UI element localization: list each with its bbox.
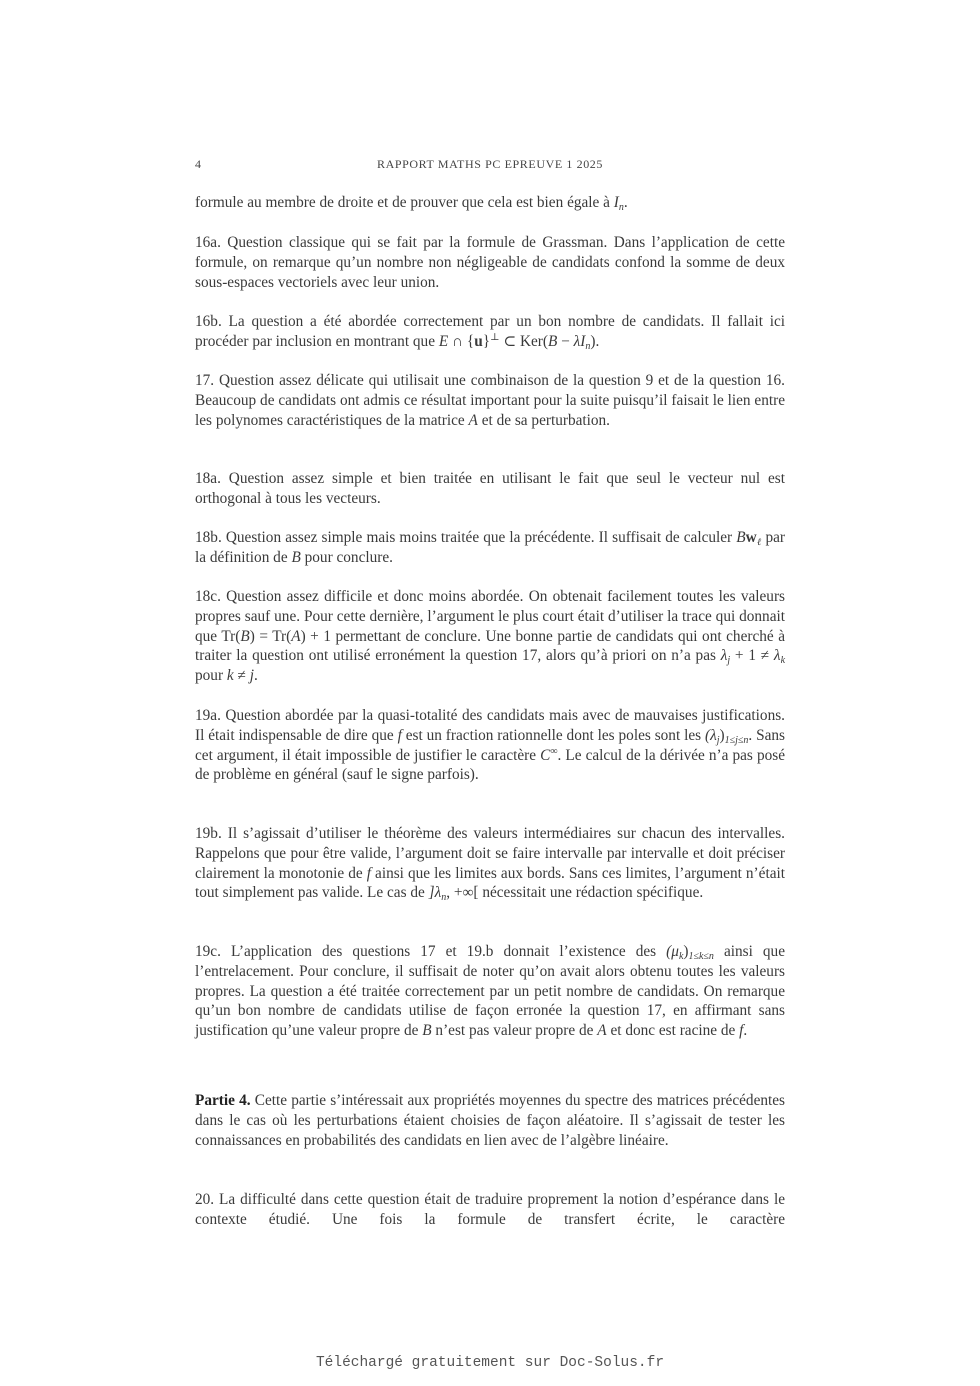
math-subscript: k: [780, 655, 786, 667]
paragraph-16b: [195, 312, 785, 352]
math: B: [548, 332, 558, 350]
text: .: [743, 1022, 748, 1039]
footer-watermark: Téléchargé gratuitement sur Doc-Solus.fr: [315, 1355, 665, 1371]
text: .: [253, 667, 258, 684]
math: λ: [720, 647, 728, 665]
math: ): [719, 726, 725, 744]
text: est un fraction rationnelle dont les poles sont les: [401, 726, 705, 744]
math: C: [540, 746, 551, 764]
section-partie-4: [195, 1091, 785, 1150]
text: 16b. La question a été abordée correctement par un bon nombre de candidats. Il fallait ici procéder par inclusion en montrant que: [195, 313, 785, 350]
text: 19a. Question abordée par la quasi-totalité des candidats mais avec de mauvaises justifications. Il était indispensable de dire que: [195, 707, 785, 744]
page-number: 4: [195, 157, 202, 171]
text: 17. Question assez délicate qui utilisait une combinaison de la question 9 et de la question 16. Beaucoup de candidats ont admis ce résultat important pour la suite puisqu’il faisait le lien entre les polynomes caractéristiques de la matrice: [195, 372, 785, 429]
math-subscript: j: [727, 655, 731, 667]
math: ) = Tr(: [249, 627, 292, 645]
running-header: [195, 157, 785, 175]
math: (μ: [666, 943, 679, 960]
text: nécessitait une rédaction spécifique.: [478, 884, 704, 902]
running-title: RAPPORT MATHS PC EPREUVE 1 2025: [376, 157, 604, 171]
text: pour conclure.: [300, 548, 393, 566]
text: et de sa perturbation.: [477, 411, 611, 429]
math: B: [291, 548, 301, 566]
math: k: [226, 667, 234, 684]
math: (λ: [704, 726, 717, 744]
paragraph-19c: [195, 942, 785, 1041]
text: 19c. L’application des questions 17 et 19.b donnait l’existence des: [195, 943, 667, 960]
math-subscript: 1≤k≤n: [688, 951, 714, 962]
math: A: [468, 411, 478, 429]
math: }: [482, 332, 491, 350]
math: −: [557, 332, 574, 350]
math-subscript: j: [716, 734, 720, 746]
math: B: [422, 1022, 432, 1039]
text: et donc est racine de: [606, 1022, 740, 1039]
math: B: [240, 627, 250, 645]
math: E: [438, 332, 449, 350]
math-bold-vector: u: [474, 332, 483, 350]
math: j: [249, 667, 254, 684]
math-subscript: 1≤j≤n: [724, 734, 749, 746]
text: 18b. Question assez simple mais moins traitée que la précédente. Il suffisait de calculer: [195, 529, 737, 546]
math-subscript: n: [585, 340, 591, 352]
text: permettant de conclure. Une bonne partie de candidats qui ont cherché à traiter la question ont utilisé erronément la question 17, alors qu’à priori on n’a pas: [195, 627, 785, 665]
math: + 1 ≠: [730, 647, 774, 665]
text: Cette partie s’intéressait aux propriétés moyennes du spectre des matrices précédentes dans le cas où les perturbations étaient choisies de façon aléatoire. Il s’agissait de tester les connaissances en probabilités des candidats en lien avec de l’algèbre linéaire.: [195, 1092, 786, 1149]
text: par la définition de: [195, 529, 785, 566]
math-superscript: ⊥: [490, 331, 500, 343]
math-subscript: n: [441, 892, 447, 904]
math: λI: [573, 332, 586, 350]
text: ainsi que les limites aux bords. Sans ces limites, l’argument n’était tout simplement pas valide. Le cas de: [195, 864, 785, 902]
math: ≠: [233, 667, 250, 684]
math: A: [597, 1022, 607, 1039]
math-bold-vector: w: [745, 529, 757, 546]
paragraph-continuation: [195, 193, 785, 213]
text: 16a. Question classique qui se fait par la formule de Grassman. Dans l’application de cette formule, on remarque qu’un nombre non négligeable de candidats confond la somme de deux sous-espaces vectoriels avec leur union.: [195, 234, 785, 291]
math: ]λ: [428, 884, 442, 902]
text: .: [623, 194, 628, 211]
paragraph-20: [195, 1190, 785, 1230]
text: 19b. Il s’agissait d’utiliser le théorème des valeurs intermédiaires sur chacun des intervalles. Rappelons que pour être valide, l’argument doit se faire intervalle par intervalle et doit préciser clairement la monotonie de: [195, 825, 785, 882]
math: ⊂ Ker(: [499, 332, 548, 350]
math: A: [291, 627, 301, 645]
math-superscript: ∞: [550, 745, 558, 757]
paragraph-19a: [195, 706, 785, 785]
math: f: [739, 1022, 744, 1039]
math: ∩ {: [448, 332, 475, 350]
math: ): [683, 943, 689, 960]
math: ) + 1: [300, 627, 331, 645]
text: pour: [195, 667, 227, 684]
math: I: [613, 194, 619, 211]
text: 18a. Question assez simple et bien traitée en utilisant le fait que seul le vecteur nul est orthogonal à tous les vecteurs.: [195, 470, 785, 507]
text: 20. La difficulté dans cette question était de traduire proprement la notion d’espérance dans le contexte étudié. Une fois la formule de transfert écrite, le caractère: [195, 1191, 785, 1228]
math: f: [366, 864, 371, 882]
math: B: [736, 529, 746, 546]
text: . Le calcul de la dérivée n’a pas posé de problème en général (sauf le signe parfois).: [195, 746, 785, 784]
section-heading: Partie 4.: [195, 1092, 251, 1109]
text: ).: [590, 332, 600, 350]
text: ainsi que l’entrelacement. Pour conclure, il suffisait de noter qu’on avait alors obtenu toutes les valeurs propres. La question a été traitée correctement par un petit nombre de candidats. On remarque qu’un bon nombre de candidats utilise de façon erronée la question 17, en affirmant sans justification qu’une valeur propre de: [195, 943, 785, 1039]
paragraph-16a: [195, 233, 785, 292]
text: n’est pas valeur propre de: [431, 1022, 598, 1039]
math-subscript: n: [618, 202, 624, 213]
math: λ: [773, 647, 781, 665]
text: 18c. Question assez difficile et donc moins abordée. On obtenait facilement toutes les valeurs propres sauf une. Pour cette dernière, l’argument le plus court était d’utiliser la trace qui donnait que: [195, 588, 785, 645]
text: formule au membre de droite et de prouver que cela est bien égale à: [195, 194, 614, 211]
text: . Sans cet argument, il était impossible de justifier le caractère: [195, 726, 785, 764]
paragraph-17: [195, 371, 785, 430]
math-subscript: k: [678, 951, 684, 962]
math: f: [397, 726, 402, 744]
paragraph-18a: [195, 469, 785, 509]
paragraph-18c: [195, 587, 785, 686]
math: , +∞[: [446, 884, 479, 902]
math: Tr(: [221, 627, 241, 645]
math-subscript: ℓ: [756, 537, 762, 548]
paragraph-18b: [195, 528, 785, 568]
paragraph-19b: [195, 824, 785, 903]
